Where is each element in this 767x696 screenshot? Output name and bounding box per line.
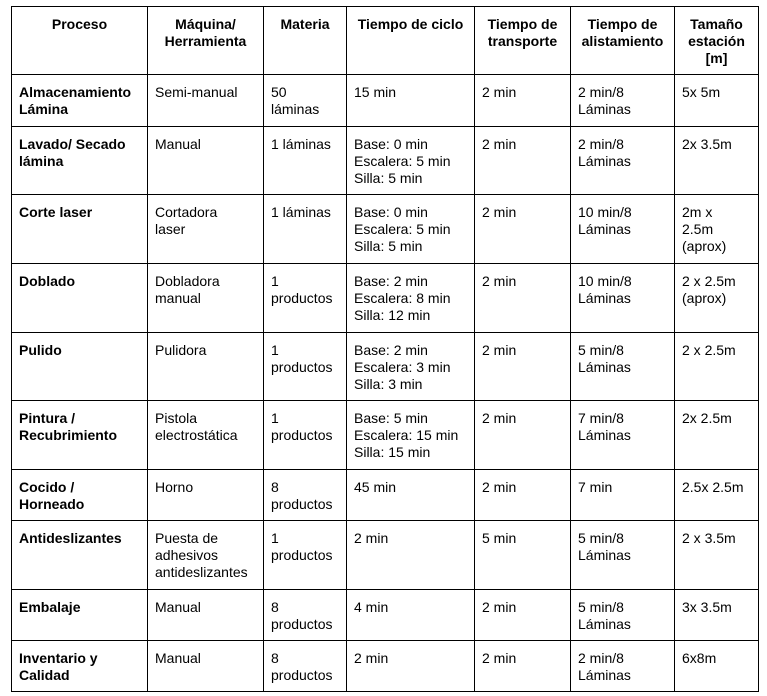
cell-proceso xyxy=(12,333,148,401)
cell-text: Cocido / xyxy=(19,479,75,495)
cell-text: Láminas xyxy=(578,667,631,683)
cell-tamano-estacion xyxy=(675,641,759,692)
cell-text: Lavado/ Secado xyxy=(19,136,126,152)
cell-text: Láminas xyxy=(578,427,631,443)
cell-text: Calidad xyxy=(19,667,70,683)
cell-text: 1 láminas xyxy=(271,204,331,220)
cell-tamano-estacion xyxy=(675,75,759,127)
table-row xyxy=(12,264,759,333)
cell-text: Silla: 5 min xyxy=(354,238,423,254)
header-text: transporte xyxy=(487,33,558,49)
cell-tamano-estacion xyxy=(675,195,759,264)
cell-tiempo-ciclo xyxy=(347,470,475,521)
cell-text: 2 min xyxy=(354,530,389,546)
cell-text: Escalera: 5 min xyxy=(354,221,451,237)
cell-tiempo-ciclo xyxy=(347,333,475,401)
cell-text: productos xyxy=(271,547,333,563)
cell-text: 2 min xyxy=(482,650,517,666)
cell-tiempo-transporte xyxy=(475,470,571,521)
cell-maquina xyxy=(148,195,264,264)
cell-tiempo-ciclo xyxy=(347,590,475,641)
table-row xyxy=(12,401,759,470)
cell-text: Cortadora xyxy=(155,204,218,220)
cell-text: Almacenamiento xyxy=(19,84,132,100)
cell-text: 2 min/8 xyxy=(578,136,624,152)
cell-text: 6x8m xyxy=(682,650,717,666)
cell-text: Base: 0 min xyxy=(354,136,428,152)
cell-maquina xyxy=(148,641,264,692)
cell-text: Manual xyxy=(155,599,201,615)
cell-maquina xyxy=(148,264,264,333)
header-maquina-herramienta xyxy=(148,7,264,75)
cell-text: 2 min xyxy=(482,599,517,615)
header-text: Tamaño xyxy=(690,16,743,32)
cell-text: Corte laser xyxy=(19,204,93,220)
cell-text: Láminas xyxy=(578,101,631,117)
cell-text: Silla: 15 min xyxy=(354,444,431,460)
cell-text: Recubrimiento xyxy=(19,427,118,443)
cell-tiempo-transporte xyxy=(475,641,571,692)
cell-maquina xyxy=(148,75,264,127)
header-text: estación xyxy=(688,33,745,49)
cell-text: Manual xyxy=(155,136,201,152)
cell-materia xyxy=(264,127,347,195)
cell-tiempo-alistamiento xyxy=(571,401,675,470)
cell-text: 2 min xyxy=(482,342,517,358)
cell-tiempo-ciclo xyxy=(347,521,475,590)
cell-tamano-estacion xyxy=(675,401,759,470)
cell-text: 2 min xyxy=(482,204,517,220)
cell-tiempo-transporte xyxy=(475,590,571,641)
cell-materia xyxy=(264,333,347,401)
cell-text: Silla: 3 min xyxy=(354,376,423,392)
cell-text: Antideslizantes xyxy=(19,530,122,546)
table-body xyxy=(12,75,759,692)
cell-tiempo-ciclo xyxy=(347,195,475,264)
cell-maquina xyxy=(148,333,264,401)
cell-maquina xyxy=(148,521,264,590)
cell-tiempo-transporte xyxy=(475,127,571,195)
cell-text: Puesta de xyxy=(155,530,219,546)
header-text: Materia xyxy=(280,16,330,32)
cell-text: manual xyxy=(155,290,201,306)
cell-text: (aprox) xyxy=(682,238,727,254)
cell-tiempo-alistamiento xyxy=(571,590,675,641)
cell-tiempo-ciclo xyxy=(347,127,475,195)
cell-proceso xyxy=(12,470,148,521)
cell-text: Base: 5 min xyxy=(354,410,428,426)
cell-text: Horneado xyxy=(19,496,85,512)
cell-maquina xyxy=(148,127,264,195)
cell-text: 2 min xyxy=(354,650,389,666)
cell-text: 1 xyxy=(271,273,279,289)
cell-text: productos xyxy=(271,496,333,512)
cell-text: Escalera: 15 min xyxy=(354,427,459,443)
header-text: Herramienta xyxy=(164,33,247,49)
cell-text: 7 min/8 xyxy=(578,410,624,426)
cell-text: 2 min/8 xyxy=(578,84,624,100)
header-text: Tiempo de ciclo xyxy=(357,16,464,32)
table-row xyxy=(12,470,759,521)
cell-tiempo-ciclo xyxy=(347,264,475,333)
cell-materia xyxy=(264,470,347,521)
cell-materia xyxy=(264,264,347,333)
cell-text: 2m x xyxy=(682,204,713,220)
cell-text: 2.5m xyxy=(682,221,714,237)
cell-text: Láminas xyxy=(578,359,631,375)
table-row xyxy=(12,127,759,195)
cell-materia xyxy=(264,195,347,264)
cell-text: productos xyxy=(271,427,333,443)
cell-text: 8 xyxy=(271,599,279,615)
cell-text: Láminas xyxy=(578,290,631,306)
cell-text: Base: 2 min xyxy=(354,342,428,358)
cell-text: Inventario y xyxy=(19,650,98,666)
cell-text: láminas xyxy=(271,101,320,117)
table-row xyxy=(12,195,759,264)
cell-text: Doblado xyxy=(19,273,75,289)
cell-text: 3x 3.5m xyxy=(682,599,732,615)
header-proceso xyxy=(12,7,148,75)
cell-text: Pulidora xyxy=(155,342,207,358)
cell-text: 1 xyxy=(271,410,279,426)
cell-text: 2 x 2.5m xyxy=(682,342,736,358)
cell-tiempo-ciclo xyxy=(347,641,475,692)
cell-text: Escalera: 8 min xyxy=(354,290,451,306)
cell-text: Base: 2 min xyxy=(354,273,428,289)
header-text: Máquina/ xyxy=(175,16,236,32)
cell-proceso xyxy=(12,75,148,127)
cell-text: Escalera: 5 min xyxy=(354,153,451,169)
cell-maquina xyxy=(148,401,264,470)
table-row xyxy=(12,521,759,590)
cell-materia xyxy=(264,641,347,692)
cell-text: 15 min xyxy=(354,84,397,100)
cell-tiempo-transporte xyxy=(475,521,571,590)
cell-text: 50 xyxy=(271,84,287,100)
cell-proceso xyxy=(12,195,148,264)
cell-proceso xyxy=(12,401,148,470)
cell-tiempo-ciclo xyxy=(347,75,475,127)
cell-text: Pintura / xyxy=(19,410,76,426)
cell-text: Horno xyxy=(155,479,194,495)
cell-tamano-estacion xyxy=(675,590,759,641)
cell-text: 2 min/8 xyxy=(578,650,624,666)
cell-text: Láminas xyxy=(578,153,631,169)
cell-text: 10 min/8 xyxy=(578,204,632,220)
table-row xyxy=(12,641,759,692)
cell-text: 2.5x 2.5m xyxy=(682,479,744,495)
cell-text: 2 x 2.5m xyxy=(682,273,736,289)
cell-text: antideslizantes xyxy=(155,564,248,580)
cell-tamano-estacion xyxy=(675,521,759,590)
header-text: alistamiento xyxy=(581,33,664,49)
header-text: Tiempo de xyxy=(487,16,558,32)
cell-text: Láminas xyxy=(578,221,631,237)
cell-text: Láminas xyxy=(578,616,631,632)
cell-text: lámina xyxy=(19,153,64,169)
cell-text: productos xyxy=(271,616,333,632)
table-row xyxy=(12,590,759,641)
header-tiempo-ciclo xyxy=(347,7,475,75)
cell-tiempo-alistamiento xyxy=(571,470,675,521)
cell-tiempo-alistamiento xyxy=(571,127,675,195)
cell-text: Escalera: 3 min xyxy=(354,359,451,375)
cell-text: 2 min xyxy=(482,273,517,289)
cell-tiempo-alistamiento xyxy=(571,641,675,692)
cell-text: electrostática xyxy=(155,427,238,443)
cell-tiempo-alistamiento xyxy=(571,333,675,401)
cell-text: laser xyxy=(155,221,186,237)
header-tamano-estacion xyxy=(675,7,759,75)
cell-text: 2x 3.5m xyxy=(682,136,732,152)
cell-tiempo-alistamiento xyxy=(571,521,675,590)
cell-text: 5 min/8 xyxy=(578,342,624,358)
cell-text: 2 min xyxy=(482,479,517,495)
header-tiempo-transporte xyxy=(475,7,571,75)
cell-text: Silla: 5 min xyxy=(354,170,423,186)
cell-text: Pulido xyxy=(19,342,62,358)
cell-tiempo-alistamiento xyxy=(571,195,675,264)
header-row xyxy=(12,7,759,75)
cell-text: productos xyxy=(271,667,333,683)
cell-proceso xyxy=(12,590,148,641)
cell-text: Semi-manual xyxy=(155,84,238,100)
cell-tiempo-transporte xyxy=(475,333,571,401)
cell-text: 5 min xyxy=(482,530,517,546)
cell-tiempo-transporte xyxy=(475,75,571,127)
table-row xyxy=(12,75,759,127)
table-header xyxy=(12,7,759,75)
cell-text: Dobladora xyxy=(155,273,220,289)
cell-tiempo-ciclo xyxy=(347,401,475,470)
cell-text: Silla: 12 min xyxy=(354,307,431,323)
cell-tamano-estacion xyxy=(675,127,759,195)
cell-text: adhesivos xyxy=(155,547,219,563)
cell-text: 5 min/8 xyxy=(578,530,624,546)
cell-text: Manual xyxy=(155,650,201,666)
cell-tamano-estacion xyxy=(675,264,759,333)
cell-maquina xyxy=(148,470,264,521)
cell-tiempo-alistamiento xyxy=(571,264,675,333)
cell-text: Base: 0 min xyxy=(354,204,428,220)
cell-materia xyxy=(264,521,347,590)
cell-text: 2 min xyxy=(482,136,517,152)
cell-tiempo-transporte xyxy=(475,264,571,333)
header-text: [m] xyxy=(705,50,728,66)
cell-text: 10 min/8 xyxy=(578,273,632,289)
cell-text: (aprox) xyxy=(682,290,727,306)
cell-proceso xyxy=(12,641,148,692)
cell-materia xyxy=(264,401,347,470)
cell-text: 1 xyxy=(271,342,279,358)
cell-text: productos xyxy=(271,359,333,375)
cell-maquina xyxy=(148,590,264,641)
process-table xyxy=(11,6,759,692)
cell-text: 2 min xyxy=(482,410,517,426)
cell-text: 45 min xyxy=(354,479,397,495)
cell-text: 5 min/8 xyxy=(578,599,624,615)
cell-materia xyxy=(264,75,347,127)
cell-text: 2 min xyxy=(482,84,517,100)
cell-proceso xyxy=(12,521,148,590)
cell-text: Pistola xyxy=(155,410,198,426)
header-text: Proceso xyxy=(51,16,108,32)
cell-text: 1 xyxy=(271,530,279,546)
cell-text: 7 min xyxy=(578,479,613,495)
cell-tiempo-transporte xyxy=(475,401,571,470)
cell-text: 8 xyxy=(271,479,279,495)
cell-tiempo-transporte xyxy=(475,195,571,264)
cell-text: 4 min xyxy=(354,599,389,615)
cell-proceso xyxy=(12,264,148,333)
cell-tiempo-alistamiento xyxy=(571,75,675,127)
cell-text: 2x 2.5m xyxy=(682,410,732,426)
cell-tamano-estacion xyxy=(675,470,759,521)
cell-text: Embalaje xyxy=(19,599,81,615)
header-materia xyxy=(264,7,347,75)
header-text: Tiempo de xyxy=(587,16,658,32)
cell-tamano-estacion xyxy=(675,333,759,401)
cell-materia xyxy=(264,590,347,641)
cell-text: Lámina xyxy=(19,101,69,117)
header-tiempo-alistamiento xyxy=(571,7,675,75)
cell-text: 8 xyxy=(271,650,279,666)
cell-proceso xyxy=(12,127,148,195)
cell-text: Láminas xyxy=(578,547,631,563)
cell-text: productos xyxy=(271,290,333,306)
cell-text: 1 láminas xyxy=(271,136,331,152)
cell-text: 2 x 3.5m xyxy=(682,530,736,546)
cell-text: 5x 5m xyxy=(682,84,721,100)
table-row xyxy=(12,333,759,401)
